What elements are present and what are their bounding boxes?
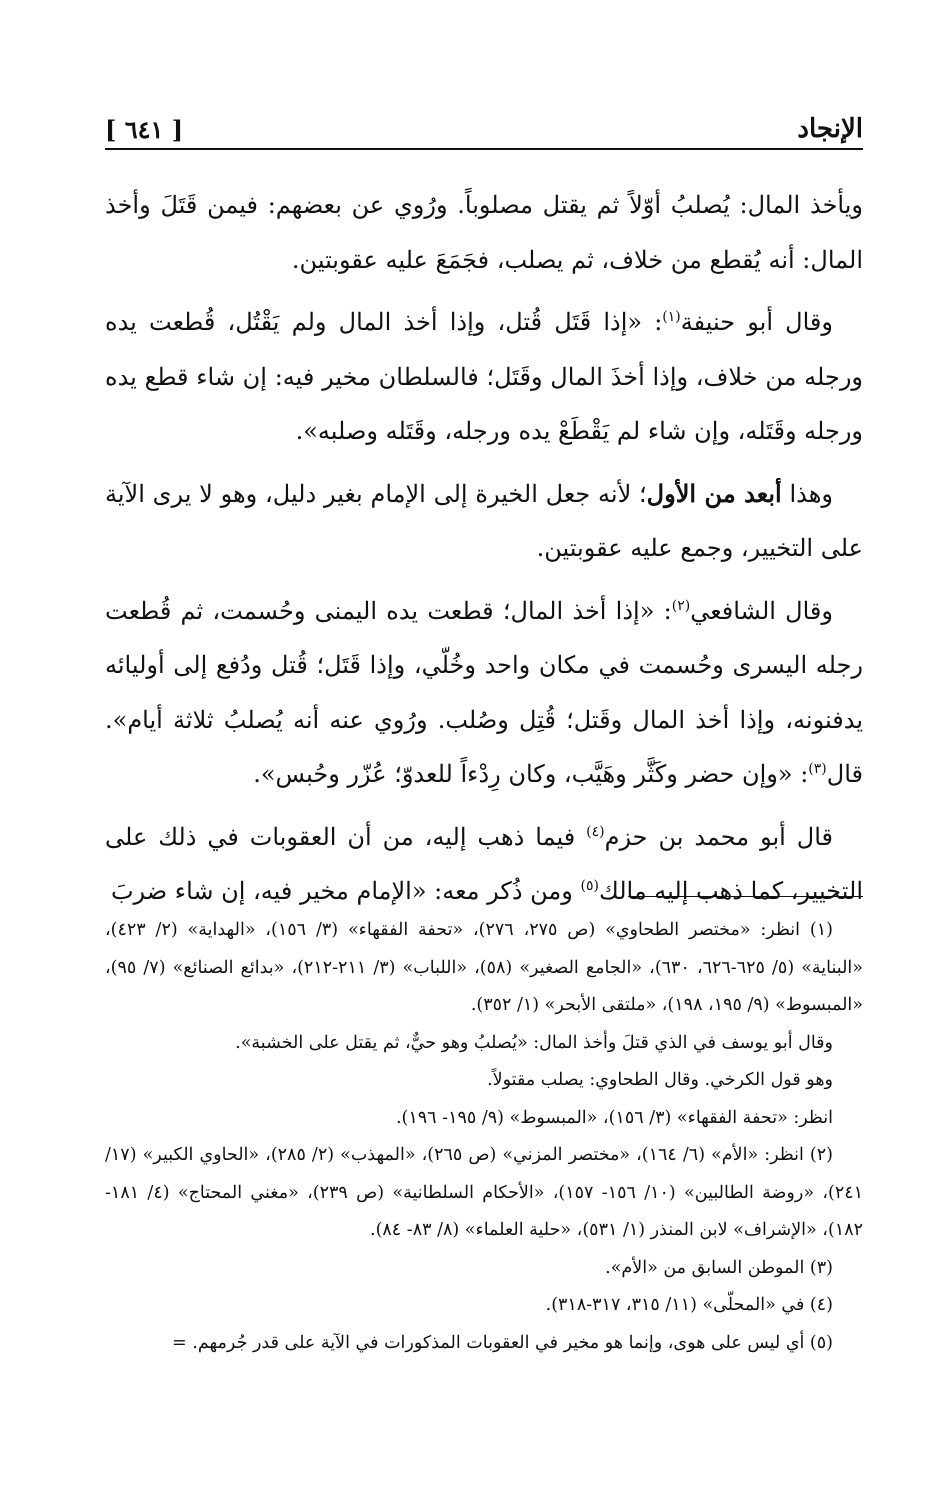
paragraph-2 (105, 295, 863, 459)
main-text (105, 178, 863, 927)
footnote-1-note-1: وقال أبو يوسف في الذي قتلَ وأخذ المال: «يُصلبُ وهو حيٌّ، ثم يقتل على الخشبة». (235, 1032, 833, 1053)
footnote-3: (٣) الموطن السابق من «الأم». (605, 1257, 833, 1278)
running-title: الإنجاد (797, 114, 863, 144)
footnote-4: (٤) في «المحلّى» (١١/ ٣١٥، ٣١٧-٣١٨). (545, 1295, 833, 1315)
paragraph-3-bold: أبعد من الأول (646, 478, 782, 508)
footnote-separator (628, 896, 863, 897)
paragraph-4-text-b: : «إذا أخذ المال؛ قطعت يده اليمنى وحُسمت، ثم قُطعت رجله اليسرى وحُسمت في مكان واحد وخُلّي، وإذا قَتَل؛ قُتل ودُفع إلى أوليائه يدفنونه، وإذا أخذ المال وقَتل؛ قُتِل وصُلب. ورُوي عنه أنه يُصلبُ ثلاثة أيام». (105, 596, 863, 734)
page-header (105, 96, 863, 150)
paragraph-5 (105, 810, 863, 919)
footnote-ref-1[interactable]: (١) (662, 309, 681, 325)
paragraph-5-text-a: قال أبو محمد بن حزم (604, 822, 833, 851)
paragraph-3-text-b: ؛ لأنه جعل الخيرة إلى الإمام بغير دليل، وهو لا يرى الآية على التخيير، وجمع عليه عقوبتين. (105, 479, 863, 562)
paragraph-1 (105, 178, 863, 287)
paragraph-3 (105, 467, 863, 576)
footnotes (105, 912, 863, 1362)
paragraph-3-text-a: وهذا (789, 479, 833, 508)
footnote-ref-3[interactable]: (٣) (808, 761, 827, 777)
footnote-1-note-2: وهو قول الكرخي. وقال الطحاوي: يصلب مقتولاً. (487, 1070, 833, 1090)
page-number: [ ٦٤١ ] (105, 115, 184, 144)
footnote-1-note-3: انظر: «تحفة الفقهاء» (٣/ ١٥٦)، «المبسوط» (٩/ ١٩٥- ١٩٦). (395, 1107, 833, 1128)
paragraph-4-text-a: وقال الشافعي (690, 596, 833, 625)
paragraph-5-text-c: ومن ذُكر معه: «الإمام مخير فيه، إن شاء ضربَ (110, 877, 581, 905)
paragraph-4 (105, 584, 863, 802)
footnote-ref-5[interactable]: (٥) (580, 878, 599, 894)
footnote-2: (٢) انظر: «الأم» (٦/ ١٦٤)، «مختصر المزني» (ص ٢٦٥)، «المهذب» (٢/ ٢٨٥)، «الحاوي الكبير» (١٧/ ٢٤١)، «روضة الطالبين» (١٠/ ١٥٦- ١٥٧)، «الأحكام السلطانية» (ص ٢٣٩)، «مغني المحتاج» (٤/ ١٨١- ١٨٢)، «الإشراف» لابن المنذر (١/ ٥٣١)، «حلية العلماء» (٨/ ٨٣- ٨٤). (105, 1145, 864, 1240)
paragraph-2-text-b: : «إذا قَتَل قُتل، وإذا أخذ المال ولم يَقْتُل، قُطعت يده ورجله من خلاف، وإذا أخذَ المال وقَتَل؛ فالسلطان مخير فيه: إن شاء قطع يده ورجله وقَتَله، وإن شاء لم يَقْطَعْ يده ورجله، وقَتَله وصلبه». (105, 308, 863, 445)
paragraph-5-text-b: فيما ذهب إليه، من أن العقوبات في ذلك على التخيير، كما ذهب إليه مالك (105, 822, 863, 905)
footnote-ref-2[interactable]: (٢) (671, 597, 691, 614)
paragraph-2-text-a: وقال أبو حنيفة (680, 308, 833, 336)
paragraph-4-text-d: : «وإن حضر وكَثَّر وهَيَّب، وكان رِدْءاً للعدوّ؛ عُزّر وحُبس». (253, 760, 809, 788)
paragraph-1-text: ويأخذ المال: يُصلبُ أوّلاً ثم يقتل مصلوباً. ورُوي عن بعضهم: فيمن قَتَلَ وأخذ المال: أنه يُقطع من خلاف، ثم يصلب، فجَمَعَ عليه عقوبتين. (105, 191, 863, 274)
footnote-1: (١) انظر: «مختصر الطحاوي» (ص ٢٧٥، ٢٧٦)، «تحفة الفقهاء» (٣/ ١٥٦)، «الهداية» (٢/ ٤٢٣)، «البناية» (٥/ ٦٢٥-٦٢٦، ٦٣٠)، «الجامع الصغير» (٥٨)، «اللباب» (٣/ ٢١١-٢١٢)، «بدائع الصنائع» (٧/ ٩٥)، «المبسوط» (٩/ ١٩٥، ١٩٨)، «ملتقى الأبحر» (١/ ٣٥٢). (105, 920, 863, 1015)
footnote-ref-4[interactable]: (٤) (586, 823, 605, 840)
paragraph-4-text-c: قال (826, 760, 863, 788)
footnote-5: (٥) أي ليس على هوى، وإنما هو مخير في العقوبات المذكورات في الآية على قدر جُرمهم. = (172, 1332, 833, 1353)
